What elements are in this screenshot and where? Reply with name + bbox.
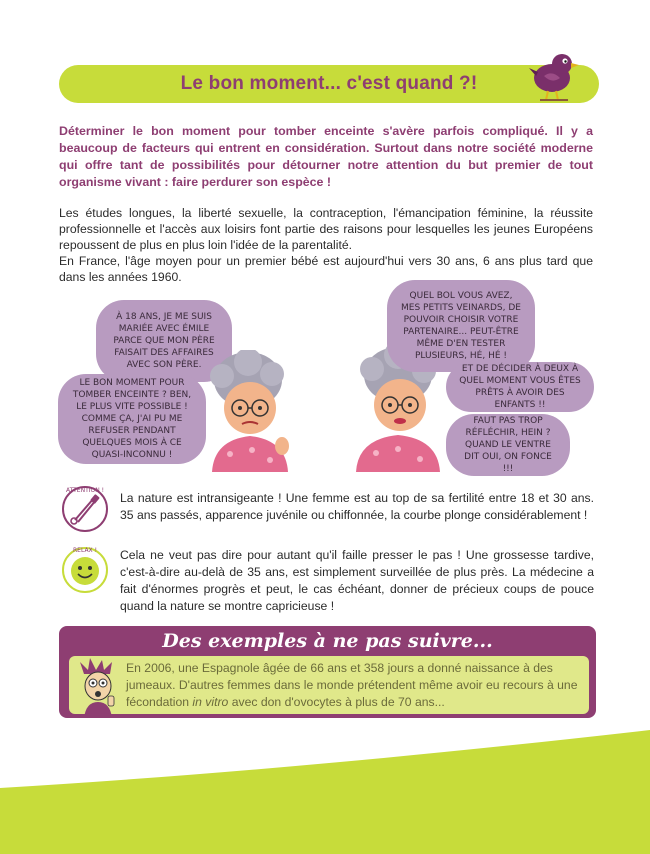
relax-badge-label: RELAX ! [73, 547, 97, 554]
bubble-text: LE BON MOMENT POUR TOMBER ENCEINTE ? BEN, LE PLUS VITE POSSIBLE ! COMME ÇA, J'AI PU ME REFUSER PENDANT QUELQUES MOIS À CE QUASI-INCONNU ! [72, 378, 192, 460]
speech-bubble-right-middle [446, 362, 594, 412]
examples-italic: in vitro [192, 695, 229, 709]
speech-bubble-right-top [387, 280, 535, 372]
bubble-text: À 18 ANS, JE ME SUIS MARIÉE AVEC ÉMILE PARCE QUE MON PÈRE FAISAIT DES AFFAIRES AVEC SON PÈRE. [113, 312, 215, 370]
title-banner [59, 65, 599, 103]
examples-text [126, 660, 581, 711]
bubble-text: FAUT PAS TROP RÉFLÉCHIR, HEIN ? QUAND LE VENTRE DIT OUI, ON FONCE !!! [464, 416, 552, 474]
intro-paragraph: Déterminer le bon moment pour tomber enceinte s'avère parfois compliqué. Il y a beaucoup de facteurs qui entrent en considération. Surtout dans notre société moderne qui offre tant de possibilités pour détourner notre attention du but premier de tout organisme vivant : faire perdurer son espèce ! [59, 124, 593, 189]
bird-icon [528, 48, 580, 102]
relax-text: Cela ne veut pas dire pour autant qu'il faille presser le pas ! Une grossesse tardive, c'est-à-dire au-delà de 35 ans, est simplement surveillée de plus près. La médecine a fait d'énormes progrès et peut, le cas échéant, donner de précieux coups de pouce quand la nature se montre capricieuse ! [120, 548, 594, 613]
surprised-man-icon [74, 656, 122, 718]
attention-badge-label: ATTENTION ! [65, 487, 105, 494]
body-paragraph-2: En France, l'âge moyen pour un premier bébé est aujourd'hui vers 30 ans, 6 ans plus tard que dans les années 1960. [59, 254, 593, 284]
grandmother-illustration-left [200, 350, 300, 472]
body-section [59, 205, 593, 285]
page-title: Le bon moment... c'est quand ?! [180, 73, 478, 94]
examples-paragraph [126, 660, 581, 711]
bubble-text: ET DE DÉCIDER À DEUX À QUEL MOMENT VOUS ÊTES PRÊTS À AVOIR DES ENFANTS !! [459, 364, 581, 410]
bottom-decor-band [0, 730, 650, 854]
bubble-text: QUEL BOL VOUS AVEZ, MES PETITS VEINARDS, DE POUVOIR CHOISIR VOTRE PARTENAIRE... PEUT-ÊTRE MÊME D'EN TESTER PLUSIEURS, HÉ, HÉ ! [401, 291, 521, 361]
smiley-icon [60, 544, 110, 594]
examples-text-part: avec don d'ovocytes à plus de 70 ans... [228, 695, 445, 709]
examples-heading: Des exemples à ne pas suivre... [162, 630, 493, 652]
examples-text-part: En 2006, une Espagnole âgée de 66 ans et 358 jours a donné naissance à des jumeaux. D'autres femmes dans le monde prétendent même avoir eu recours à une fécondation [126, 661, 578, 709]
body-paragraph-1: Les études longues, la liberté sexuelle, la contraception, l'émancipation féminine, la réussite professionnelle et l'accès aux loisirs font partie des raisons pour lesquelles les jeunes Européens repoussent de plus en plus loin l'idée de la parentalité. [59, 206, 593, 252]
speech-bubble-right-bottom [446, 414, 570, 476]
speech-bubble-left-bottom [58, 374, 206, 464]
intro-section [59, 123, 593, 191]
safety-pin-icon [60, 484, 110, 534]
attention-text: La nature est intransigeante ! Une femme est au top de sa fertilité entre 18 et 30 ans. 35 ans passés, apparence juvénile ou chiffonnée, la courbe plonge considérablement ! [120, 491, 594, 522]
examples-header [59, 626, 596, 656]
